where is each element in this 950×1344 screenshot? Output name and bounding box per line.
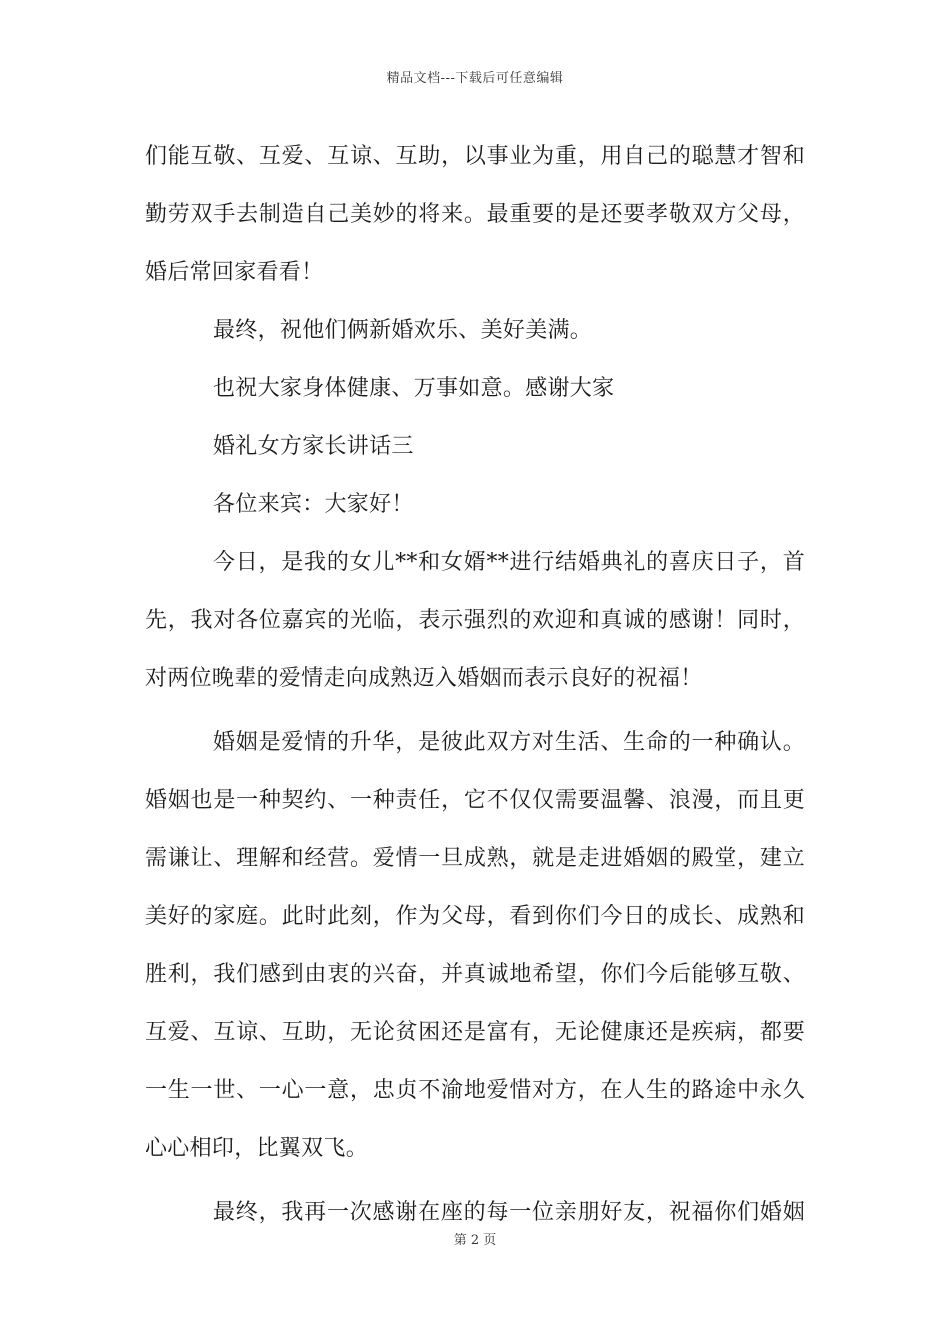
paragraph-line: 也祝大家身体健康、万事如意。感谢大家 xyxy=(213,376,615,401)
page-number: 第 2 页 xyxy=(453,1233,497,1248)
text-line: 对两位晚辈的爱情走向成熟迈入婚姻而表示良好的祝福！ xyxy=(145,666,703,691)
text-line: 美好的家庭。此时此刻，作为父母，看到你们今日的成长、成熟和 xyxy=(145,904,805,929)
document-body xyxy=(145,128,805,1242)
paragraph-line: 今日，是我的女儿**和女婿**进行结婚典礼的喜庆日子，首 xyxy=(213,550,805,575)
text-line: 心心相印，比翼双飞。 xyxy=(145,1136,369,1161)
greeting-line: 各位来宾：大家好！ xyxy=(213,492,414,517)
paragraph-line: 婚姻是爱情的升华，是彼此双方对生活、生命的一种确认。 xyxy=(213,730,805,755)
text-line: 胜利，我们感到由衷的兴奋，并真诚地希望，你们今后能够互敬、 xyxy=(145,962,805,987)
paragraph-line: 最终，我再一次感谢在座的每一位亲朋好友，祝福你们婚姻 xyxy=(213,1200,805,1225)
text-line: 互爱、互谅、互助，无论贫困还是富有，无论健康还是疾病，都要 xyxy=(145,1020,805,1045)
text-line: 需谦让、理解和经营。爱情一旦成熟，就是走进婚姻的殿堂，建立 xyxy=(145,846,805,871)
text-line: 一生一世、一心一意，忠贞不渝地爱惜对方，在人生的路途中永久 xyxy=(145,1078,805,1103)
text-line: 婚姻也是一种契约、一种责任，它不仅仅需要温馨、浪漫，而且更 xyxy=(145,788,805,813)
section-title: 婚礼女方家长讲话三 xyxy=(213,434,414,459)
text-line: 婚后常回家看看！ xyxy=(145,260,324,285)
text-line: 们能互敬、互爱、互谅、互助，以事业为重，用自己的聪慧才智和 xyxy=(145,144,805,169)
text-line: 勤劳双手去制造自己美妙的将来。最重要的是还要孝敬双方父母， xyxy=(145,202,805,227)
page-header: 精品文档---下载后可任意编辑 xyxy=(386,71,564,86)
text-line: 先，我对各位嘉宾的光临，表示强烈的欢迎和真诚的感谢！同时， xyxy=(145,608,805,633)
paragraph-line: 最终，祝他们俩新婚欢乐、美好美满。 xyxy=(213,318,593,343)
